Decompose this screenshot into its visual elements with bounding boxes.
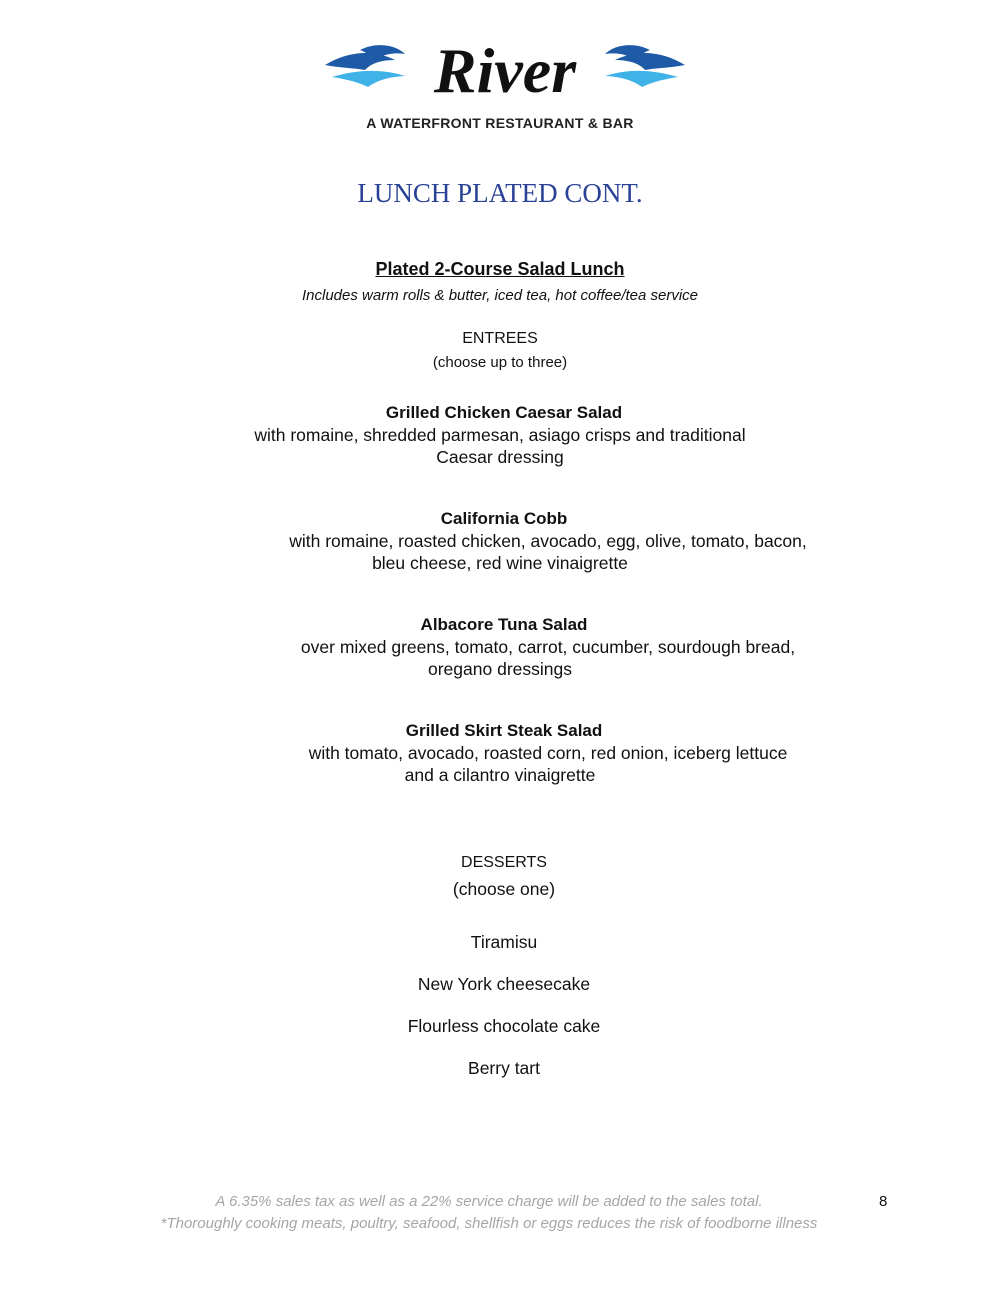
entree-description [0, 742, 1000, 786]
entree-desc-line: over mixed greens, tomato, carrot, cucumber, sourdough bread, [300, 637, 796, 657]
dessert-item: New York cheesecake [417, 974, 591, 994]
logo-tagline: A WATERFRONT RESTAURANT & BAR [366, 115, 634, 131]
page-number: 8 [879, 1193, 888, 1210]
entree-description [0, 424, 1000, 468]
entree-name: California Cobb [440, 509, 568, 528]
entrees-heading: ENTREES [462, 330, 538, 347]
entree-name: Grilled Chicken Caesar Salad [385, 403, 623, 422]
entrees-note: (choose up to three) [432, 354, 568, 371]
menu-subtitle: Includes warm rolls & butter, iced tea, hot coffee/tea service [301, 287, 699, 304]
dessert-item: Tiramisu [470, 932, 538, 952]
dessert-item: Flourless chocolate cake [407, 1016, 601, 1036]
right-wave-icon [605, 45, 685, 87]
menu-title: Plated 2-Course Salad Lunch [375, 259, 625, 279]
river-logo [320, 30, 690, 105]
logo-brand-text: River [433, 35, 577, 105]
desserts-heading: DESSERTS [461, 854, 547, 871]
entree-name: Albacore Tuna Salad [420, 615, 588, 634]
page-title: LUNCH PLATED CONT. [357, 178, 643, 208]
entree-description [0, 530, 1000, 574]
footer-food-safety-note: *Thoroughly cooking meats, poultry, seafood, shellfish or eggs reduces the risk of foodborne illness [160, 1215, 818, 1232]
entree-desc-line: with tomato, avocado, roasted corn, red onion, iceberg lettuce [308, 743, 788, 763]
entree-name: Grilled Skirt Steak Salad [405, 721, 603, 740]
entree-desc-line: with romaine, roasted chicken, avocado, egg, olive, tomato, bacon, [289, 531, 807, 551]
entree-desc-line: with romaine, shredded parmesan, asiago crisps and traditional [254, 425, 746, 445]
footer-tax-note: A 6.35% sales tax as well as a 22% service charge will be added to the sales total. [215, 1193, 763, 1210]
dessert-item: Berry tart [468, 1058, 540, 1078]
entree-desc-line: oregano dressings [428, 659, 572, 679]
entree-desc-line: bleu cheese, red wine vinaigrette [372, 553, 628, 573]
entree-desc-line: Caesar dressing [436, 447, 564, 467]
left-wave-icon [325, 45, 405, 87]
entree-description [0, 636, 1000, 680]
desserts-note: (choose one) [452, 879, 556, 899]
entree-desc-line: and a cilantro vinaigrette [404, 765, 596, 785]
